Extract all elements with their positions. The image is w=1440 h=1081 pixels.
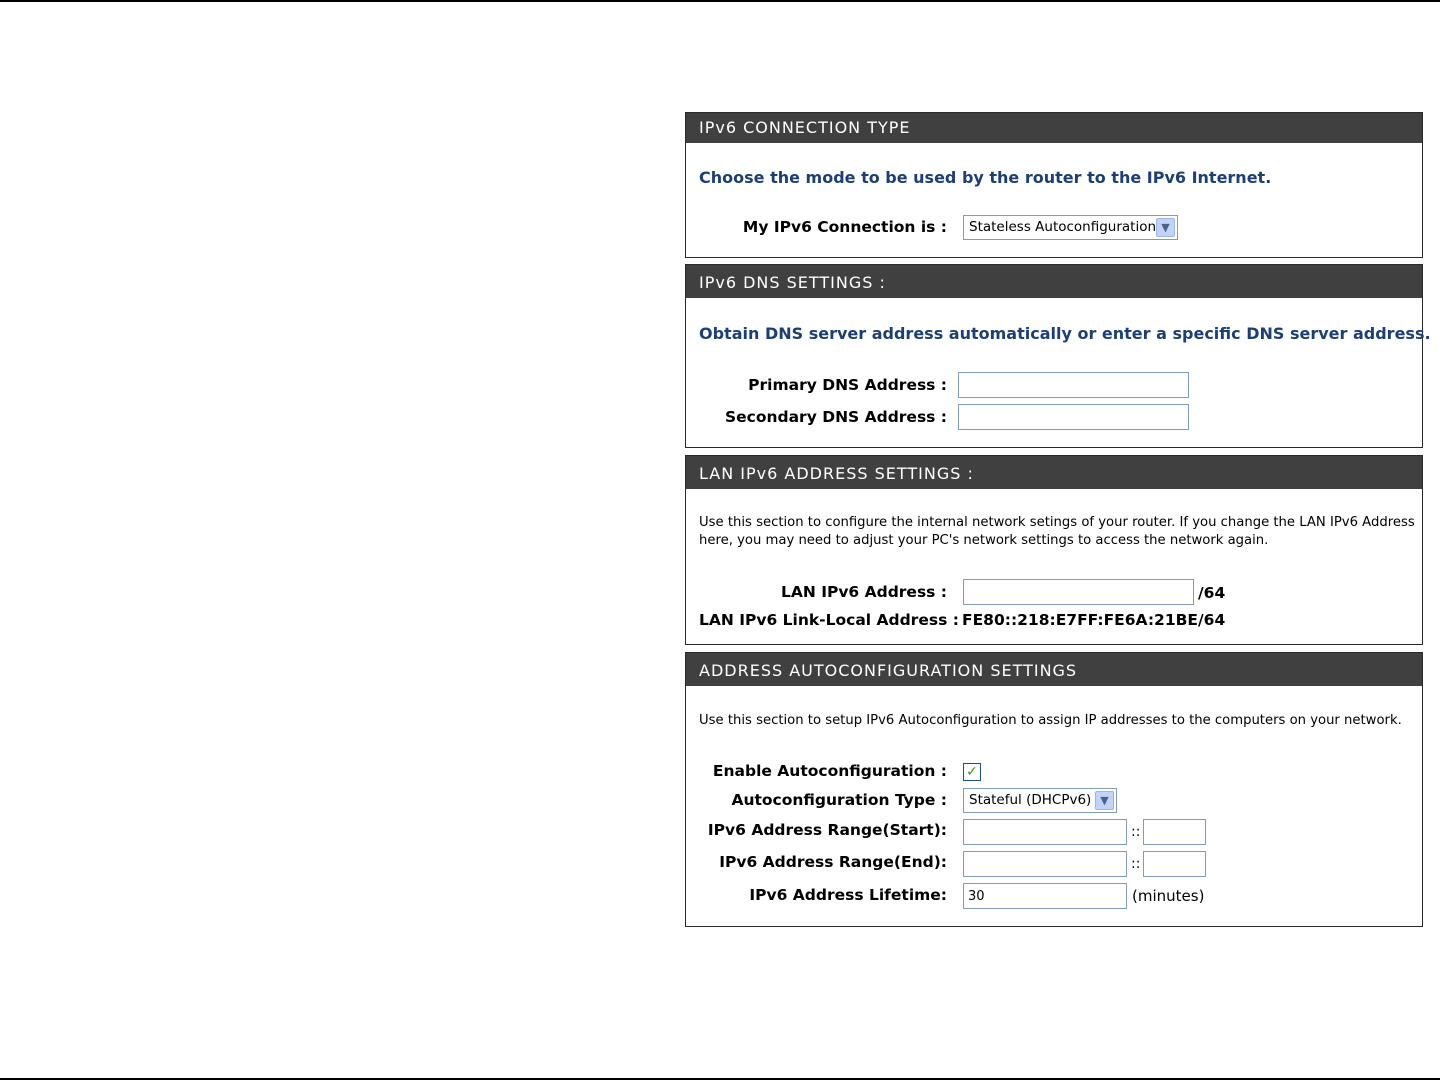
lan-ipv6-address-label: LAN IPv6 Address : (780, 583, 947, 601)
top-rule (0, 0, 1440, 2)
enable-autoconfig-label: Enable Autoconfiguration : (712, 762, 947, 780)
link-local-address-label: LAN IPv6 Link-Local Address : (699, 611, 959, 629)
link-local-address-value: FE80::218:E7FF:FE6A:21BE/64 (962, 611, 1226, 629)
chevron-down-icon[interactable]: ▼ (1095, 791, 1114, 810)
panel-header-dns-settings: IPv6 DNS SETTINGS : (686, 265, 1422, 298)
enable-autoconfig-checkbox[interactable]: ✓ (963, 763, 981, 781)
range-end-separator: :: (1131, 856, 1141, 872)
lan-prefix-suffix: /64 (1198, 584, 1226, 602)
range-start-input[interactable] (963, 819, 1127, 845)
connection-type-select[interactable] (963, 215, 1178, 240)
connection-type-select-value: Stateless Autoconfiguration (969, 219, 1157, 235)
autoconfig-type-select[interactable] (963, 788, 1117, 813)
connection-type-label: My IPv6 Connection is : (742, 218, 947, 236)
range-start-suffix-input[interactable] (1143, 819, 1206, 845)
panel-header-connection-type: IPv6 CONNECTION TYPE (686, 113, 1422, 143)
lan-ipv6-address-settings-panel (685, 455, 1423, 645)
autoconfig-intro: Use this section to setup IPv6 Autoconfiguration to assign IP addresses to the computers on your network. (699, 713, 1402, 728)
lan-settings-intro: Use this section to configure the internal network setings of your router. If you change the LAN IPv6 Address here, you may need to adjust your PC's network settings to access the network again. (699, 515, 1415, 548)
range-end-suffix-input[interactable] (1143, 851, 1206, 877)
address-lifetime-input[interactable] (963, 883, 1127, 909)
range-start-label: IPv6 Address Range(Start): (707, 821, 947, 839)
lan-ipv6-address-input[interactable] (963, 579, 1194, 605)
secondary-dns-label: Secondary DNS Address : (724, 408, 947, 426)
ipv6-connection-type-panel (685, 112, 1423, 258)
bottom-rule (0, 1078, 1440, 1080)
secondary-dns-input[interactable] (958, 404, 1189, 430)
primary-dns-label: Primary DNS Address : (748, 376, 947, 394)
panel-header-autoconfig: ADDRESS AUTOCONFIGURATION SETTINGS (686, 653, 1422, 686)
panel-header-lan-settings: LAN IPv6 ADDRESS SETTINGS : (686, 456, 1422, 489)
address-lifetime-unit: (minutes) (1132, 887, 1205, 905)
primary-dns-input[interactable] (958, 372, 1189, 398)
range-end-input[interactable] (963, 851, 1127, 877)
range-end-label: IPv6 Address Range(End): (719, 853, 947, 871)
autoconfig-type-select-value: Stateful (DHCPv6) (969, 792, 1092, 808)
address-lifetime-label: IPv6 Address Lifetime: (749, 886, 947, 904)
dns-settings-intro: Obtain DNS server address automatically or enter a specific DNS server address. (699, 324, 1431, 343)
address-autoconfiguration-panel (685, 652, 1423, 927)
autoconfig-type-label: Autoconfiguration Type : (731, 791, 947, 809)
ipv6-dns-settings-panel (685, 264, 1431, 448)
connection-type-intro: Choose the mode to be used by the router to the IPv6 Internet. (699, 168, 1272, 187)
range-start-separator: :: (1131, 824, 1141, 840)
chevron-down-icon[interactable]: ▼ (1156, 218, 1175, 237)
